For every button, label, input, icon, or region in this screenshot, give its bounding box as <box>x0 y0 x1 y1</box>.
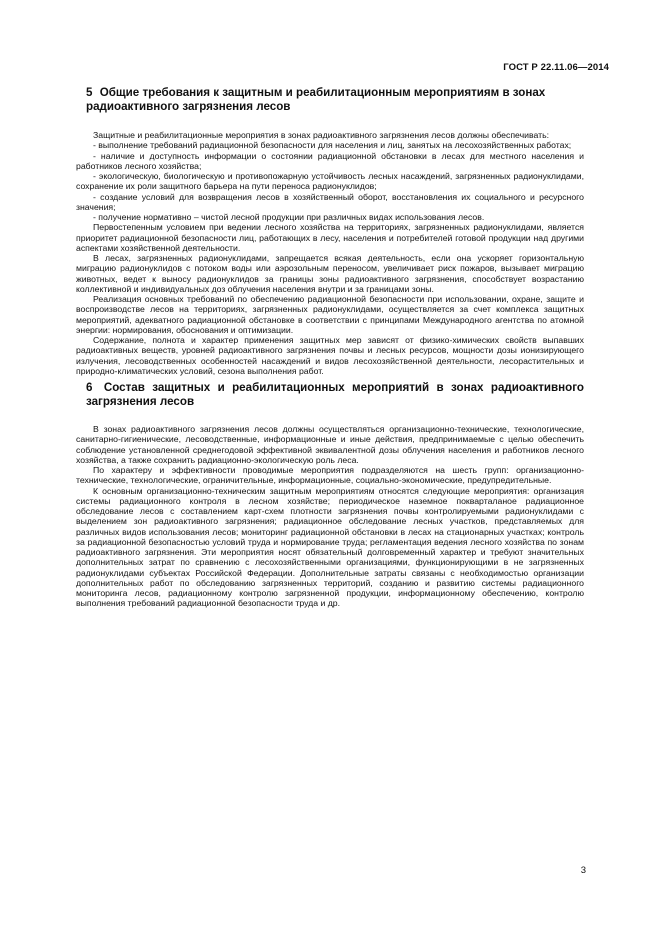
section-5-title: Общие требования к защитным и реабилитационным мероприятиям в зонах радиоактивного загрязнения лесов <box>86 86 546 113</box>
section-6-body <box>76 424 584 609</box>
document-code-header: ГОСТ Р 22.11.06—2014 <box>503 62 609 73</box>
list-item: - получение нормативно – чистой лесной продукции при различных видах использования лесов. <box>93 212 485 222</box>
section-6-title: Состав защитных и реабилитационных мероприятий в зонах радиоактивного загрязнения лесов <box>86 381 584 408</box>
list-item: - выполнение требований радиационной безопасности для населения и лиц, занятых на лесохозяйственных работах; <box>93 140 572 151</box>
section-5-heading <box>86 86 584 114</box>
page-number: 3 <box>580 865 586 876</box>
document-content <box>76 86 584 609</box>
paragraph: Реализация основных требований по обеспечению радиационной безопасности при использовании, охране, защите и воспроизводстве лесов на территориях, загрязненных радионуклидами, осуществляется за счет комплекса защитных мероприятий, адекватного радиационной обстановке в соответствии с принципами Международного агентства по атомной энергии: нормирования, обоснования и оптимизации. <box>76 294 584 335</box>
list-item: - наличие и доступность информации о состоянии радиационной обстановки в лесах для местного населения и работников лесного хозяйства; <box>76 150 584 171</box>
section-5-body <box>76 130 584 376</box>
paragraph: В зонах радиоактивного загрязнения лесов должны осуществляться организационно-технические, технологические, санитарно-гигиенические, лесоводственные, информационные и иные действия, предпринимаемые с целью обеспечить соблюдение установленной среднегодовой эффективной эквивалентной дозы облучения населения и работников лесного хозяйства, а также сохранить радиационно-экологическую роль леса. <box>76 424 584 465</box>
section-5-number: 5 <box>86 86 93 99</box>
paragraph: Первостепенным условием при ведении лесного хозяйства на территориях, загрязненных радионуклидами, является приоритет радиационной безопасности лиц, работающих в лесу, населения и потребителей готовой продукции над другими аспектами хозяйственной деятельности. <box>76 222 584 253</box>
paragraph: Содержание, полнота и характер применения защитных мер зависят от физико-химических свойств выпавших радиоактивных веществ, уровней радиоактивного загрязнения почвы и лесных ресурсов, мощности дозы ионизирующего излучения, лесоводственных особенностей насаждений и видов лесохозяйственной деятельности, лесорастительных и природно-климатических условий, сезона выполнения работ. <box>76 335 584 376</box>
paragraph: По характеру и эффективности проводимые мероприятия подразделяются на шесть групп: организационно-технические, технологические, ограничительные, информационные, социально-экономические, предупредительные. <box>76 465 584 486</box>
list-item: - экологическую, биологическую и противопожарную устойчивость лесных насаждений, загрязненных радионуклидами, сохранение их роли защитного барьера на пути переноса радионуклидов; <box>76 171 584 192</box>
list-item: - создание условий для возвращения лесов в хозяйственный оборот, восстановления их социального и ресурсного значения; <box>76 191 584 212</box>
paragraph: В лесах, загрязненных радионуклидами, запрещается всякая деятельность, если она ускоряет горизонтальную миграцию радионуклидов с потоком воды или аэрозольным переносом, увеличивает риск пожаров, вызывает миграцию животных, ведет к выносу радионуклидов за границы зоны радиоактивного загрязнения, способствует возрастанию коллективной и индивидуальных доз облучения населения внутри и за границами зоны. <box>76 253 584 294</box>
section-6-heading <box>86 381 584 409</box>
paragraph: Защитные и реабилитационные мероприятия в зонах радиоактивного загрязнения лесов должны обеспечивать: <box>93 130 550 140</box>
paragraph: К основным организационно-техническим защитным мероприятиям относятся следующие мероприятия: организация системы радиационного контроля в лесном хозяйстве; периодическое наземное покварталаное радиационное обследование лесов с составлением карт-схем плотности загрязнения почвы контролируемыми радионуклидами с выделением зон радиоактивного загрязнения; радиационное обследование лесных участков, представляемых для различных видов использования лесов; мониторинг радиационной обстановки в лесах на стационарных участках; контроль за радиационной безопасностью условий труда и нормирование труда; регламентация ведения лесного хозяйства по зонам радиоактивного загрязнения. Эти мероприятия носят обязательный долговременный характер и требуют значительных дополнительных затрат по сравнению с лесохозяйственными организациями, функционирующими в не загрязненных радионуклидами субъектах Российской Федерации. Дополнительные затраты связаны с необходимостью организации дополнительных работ по обследованию загрязненных территорий, созданию и развитию системы радиационного мониторинга лесов, радиационному контролю загрязненной продукции, информационному обеспечению, контролю выполнения требований радиационной безопасности труда и др. <box>76 485 584 609</box>
section-6-number: 6 <box>86 381 93 394</box>
